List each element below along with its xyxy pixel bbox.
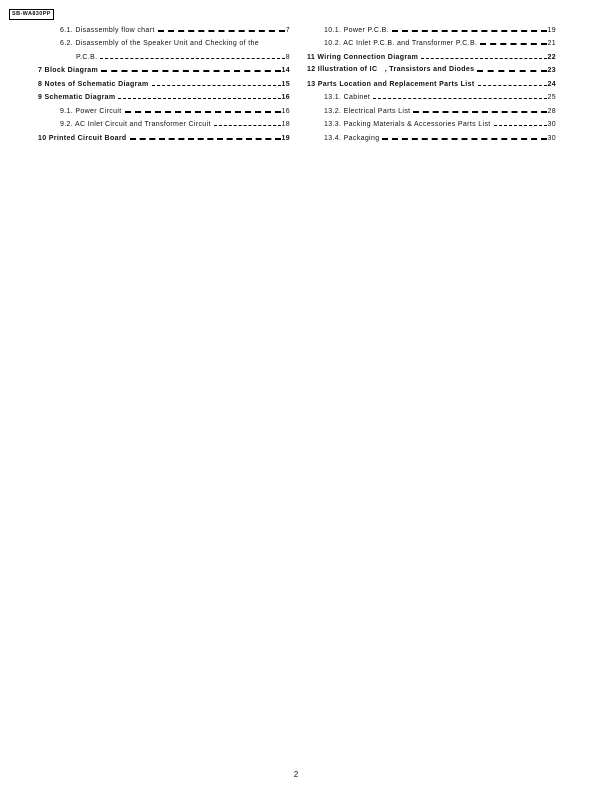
toc-right-column: [307, 20, 556, 142]
toc-entry[interactable]: [38, 74, 290, 88]
toc-entry-label: 8 Notes of Schematic Diagram: [38, 80, 149, 88]
toc-entry-label: 9 Schematic Diagram: [38, 94, 116, 101]
toc-page-number: 22: [547, 53, 556, 61]
toc-entry-label: 13.4. Packaging: [324, 134, 380, 142]
toc-page-number: 15: [281, 80, 290, 88]
toc-entry-label: 9.2. AC Inlet Circuit and Transformer Circuit: [60, 121, 211, 128]
toc-entry[interactable]: [38, 88, 290, 102]
toc-entry[interactable]: [307, 74, 556, 88]
toc-page-number: 18: [281, 121, 290, 128]
toc-entry-label: 10.1. Power P.C.B.: [324, 26, 389, 34]
toc-entry-label: P.C.B.: [76, 53, 98, 61]
toc-page-number: 19: [281, 134, 290, 142]
toc-entry[interactable]: [307, 34, 556, 48]
toc-entry[interactable]: [307, 115, 556, 129]
dot-leader: [477, 70, 546, 72]
toc-entry-label: 9.1. Power Circuit: [60, 107, 122, 115]
toc-page-number: 25: [547, 94, 556, 101]
toc-page-number: 8: [285, 53, 290, 61]
toc-entry-label: 13 Parts Location and Replacement Parts List: [307, 80, 475, 88]
toc-page-number: 24: [547, 80, 556, 88]
toc-entry-label: 13.2. Electrical Parts List: [324, 107, 411, 115]
dot-leader: [421, 58, 546, 59]
toc-page-number: 28: [547, 107, 556, 115]
page-number: 2: [293, 770, 299, 779]
toc-entry-label: 13.3. Packing Materials & Accessories Parts List: [324, 121, 491, 128]
toc-entry[interactable]: [38, 101, 290, 115]
toc-entry[interactable]: [38, 61, 290, 75]
toc-page-number: 23: [547, 67, 556, 74]
toc-entry-label: 13.1. Cabinet: [324, 94, 371, 101]
dot-leader: [392, 30, 547, 32]
toc-page-number: 19: [547, 26, 556, 34]
dot-leader: [494, 125, 547, 126]
toc-page-number: 14: [281, 67, 290, 74]
toc-entry[interactable]: [307, 88, 556, 102]
model-tag: SB-WA830PP: [9, 9, 54, 20]
toc-entry[interactable]: [38, 47, 290, 61]
dot-leader: [382, 138, 546, 140]
toc-entry-label: 6.1. Disassembly flow chart: [60, 26, 155, 34]
toc-page-number: 21: [547, 40, 556, 47]
toc-entry[interactable]: [307, 101, 556, 115]
toc-entry-label: 6.2. Disassembly of the Speaker Unit and Checking of the: [60, 40, 259, 47]
toc-page-number: 16: [281, 107, 290, 115]
dot-leader: [158, 30, 285, 32]
dot-leader: [373, 98, 546, 99]
toc-entry[interactable]: [307, 128, 556, 142]
toc-entry-line1[interactable]: [38, 34, 290, 48]
dot-leader: [152, 85, 281, 86]
toc-entry[interactable]: [38, 128, 290, 142]
toc-page-number: 16: [281, 94, 290, 101]
dot-leader: [101, 70, 280, 72]
dot-leader: [413, 111, 546, 113]
toc-page-number: 30: [547, 121, 556, 128]
toc-entry-label: 12 Illustration of IC , Transistors and Diodes: [307, 66, 475, 73]
toc-entry[interactable]: [307, 47, 556, 61]
toc-entry[interactable]: [38, 20, 290, 34]
dot-leader: [480, 43, 546, 45]
toc-entry-label: 11 Wiring Connection Diagram: [307, 53, 419, 61]
toc-entry-label: 7 Block Diagram: [38, 67, 99, 74]
dot-leader: [214, 125, 281, 126]
toc-entry-label: 10 Printed Circuit Board: [38, 134, 127, 142]
toc-left-column: [38, 20, 290, 142]
dot-leader: [100, 58, 284, 59]
toc-page-number: 30: [547, 134, 556, 142]
toc-entry[interactable]: [307, 20, 556, 34]
toc-entry[interactable]: [307, 61, 556, 75]
toc-entry[interactable]: [38, 115, 290, 129]
toc-entry-label: 10.2. AC Inlet P.C.B. and Transformer P.C.B.: [324, 40, 478, 47]
toc-page-number: 7: [285, 26, 290, 34]
dot-leader: [130, 138, 281, 140]
dot-leader: [478, 85, 547, 86]
dot-leader: [125, 111, 281, 113]
dot-leader: [118, 98, 280, 99]
